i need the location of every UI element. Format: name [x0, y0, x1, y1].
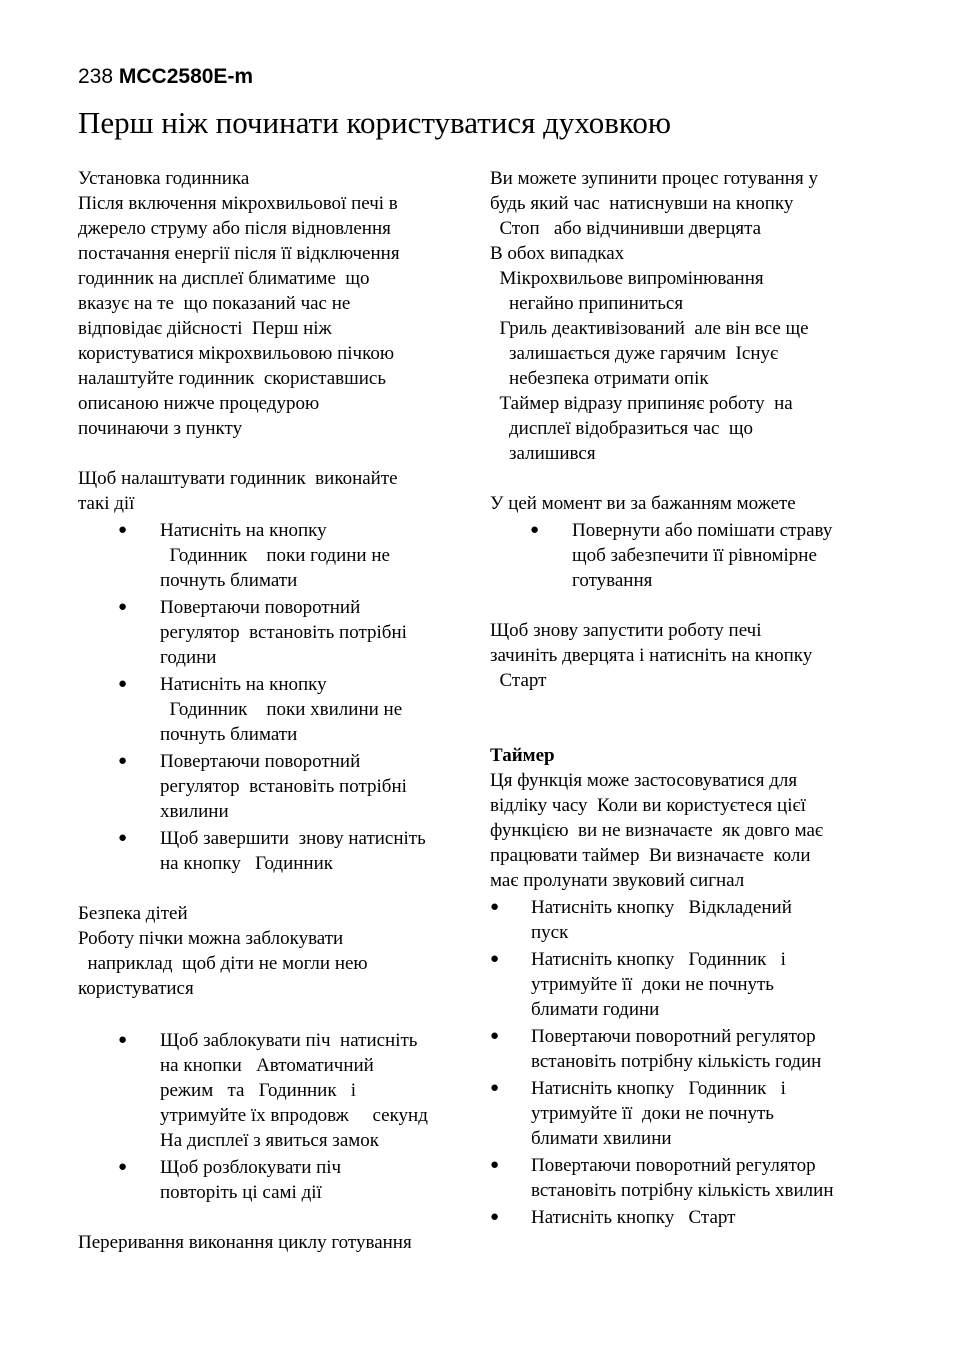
text-line: Щоб знову запустити роботу печі — [490, 620, 762, 641]
text-line: Натисніть кнопку Відкладений — [531, 897, 792, 918]
text-line: Повертаючи поворотний регулятор — [531, 1155, 816, 1176]
clock-heading: Установка годинника — [78, 168, 250, 189]
timer-steps-list — [490, 895, 890, 1230]
text-line: працювати таймер Ви визначаєте коли — [490, 845, 811, 866]
text-line: Таймер відразу припиняє роботу на — [490, 393, 793, 414]
timer-heading: Таймер — [490, 745, 555, 766]
text-line: залишається дуже гарячим Існує — [490, 343, 779, 364]
left-column — [78, 166, 470, 1255]
text-line: описаною нижче процедурою — [78, 393, 320, 414]
interrupt-heading: Переривання виконання циклу готування — [78, 1232, 412, 1253]
text-line: години — [160, 647, 217, 668]
text-line: Годинник поки хвилини не — [160, 699, 403, 720]
text-line: почнуть блимати — [160, 724, 298, 745]
page-title: Перш ніж починати користуватися духовкою — [78, 105, 671, 140]
list-item — [490, 895, 890, 945]
list-item — [490, 947, 890, 1022]
text-line: регулятор встановіть потрібні — [160, 622, 407, 643]
text-line: Ця функція може застосовуватися для — [490, 770, 798, 791]
text-line: функцією ви не визначаєте як довго має — [490, 820, 824, 841]
text-line: дисплеї відобразиться час що — [490, 418, 754, 439]
text-line: Щоб розблокувати піч — [160, 1157, 342, 1178]
text-line: Старт — [490, 670, 547, 691]
list-item — [78, 1155, 470, 1205]
child-intro — [78, 926, 470, 1001]
text-line: встановіть потрібну кількість годин — [531, 1051, 822, 1072]
child-steps-list — [78, 1028, 470, 1205]
bullet-icon: ● — [118, 676, 128, 692]
bullet-icon: ● — [490, 1157, 500, 1173]
list-item — [78, 595, 470, 670]
text-line: Повертаючи поворотний — [160, 751, 361, 772]
list-item — [490, 1205, 890, 1230]
clock-steps-intro — [78, 466, 470, 516]
bullet-icon: ● — [118, 522, 128, 538]
text-line: будь який час натиснувши на кнопку — [490, 193, 794, 214]
text-line: відповідає дійсності Перш ніж — [78, 318, 332, 339]
model-name: MCC2580E-m — [118, 65, 254, 88]
text-line: Натисніть на кнопку — [160, 520, 327, 541]
bullet-icon: ● — [118, 1032, 128, 1048]
text-line: Щоб заблокувати піч натисніть — [160, 1030, 418, 1051]
text-line: Повертаючи поворотний регулятор — [531, 1026, 816, 1047]
moment-intro: У цей момент ви за бажанням можете — [490, 493, 796, 514]
text-line: пуск — [531, 922, 569, 943]
list-item — [490, 518, 890, 593]
stop-effects — [490, 266, 890, 466]
bullet-icon: ● — [490, 899, 500, 915]
bullet-icon: ● — [118, 753, 128, 769]
text-line: утримуйте її доки не почнуть — [531, 974, 774, 995]
list-item — [78, 1028, 470, 1153]
list-item — [78, 672, 470, 747]
text-line: годинник на дисплеї блиматиме що — [78, 268, 370, 289]
text-line: Щоб завершити знову натисніть — [160, 828, 426, 849]
page-number: 238 — [78, 65, 114, 88]
text-line: зачиніть дверцята і натисніть на кнопку — [490, 645, 813, 666]
page-header — [78, 64, 253, 90]
bullet-icon: ● — [490, 1209, 500, 1225]
list-item — [78, 749, 470, 824]
text-line: режим та Годинник і — [160, 1080, 357, 1101]
text-line: негайно припиниться — [490, 293, 684, 314]
bullet-icon: ● — [118, 830, 128, 846]
text-line: на кнопки Автоматичний — [160, 1055, 374, 1076]
text-line: утримуйте її доки не почнуть — [531, 1103, 774, 1124]
text-line: на кнопку Годинник — [160, 853, 333, 874]
text-line: Гриль деактивізований але він все ще — [490, 318, 809, 339]
text-line: користуватися — [78, 978, 194, 999]
text-line: Натисніть на кнопку — [160, 674, 327, 695]
list-item — [78, 518, 470, 593]
text-line: повторіть ці самі дії — [160, 1182, 322, 1203]
text-line: утримуйте їх впродовж секунд — [160, 1105, 428, 1126]
text-line: користуватися мікрохвильовою пічкою — [78, 343, 395, 364]
clock-steps-list — [78, 518, 470, 876]
bullet-icon: ● — [118, 599, 128, 615]
bullet-icon: ● — [490, 1080, 500, 1096]
list-item — [78, 826, 470, 876]
text-line: вказує на те що показаний час не — [78, 293, 351, 314]
bullet-icon: ● — [490, 951, 500, 967]
text-line: В обох випадках — [490, 243, 625, 264]
text-line: хвилини — [160, 801, 229, 822]
clock-intro — [78, 191, 470, 441]
right-column — [490, 166, 890, 1230]
text-line: блимати хвилини — [531, 1128, 672, 1149]
text-line: небезпека отримати опік — [490, 368, 709, 389]
text-line: Натисніть кнопку Годинник і — [531, 949, 786, 970]
text-line: має пролунати звуковий сигнал — [490, 870, 745, 891]
text-line: Ви можете зупинити процес готування у — [490, 168, 818, 189]
list-item — [490, 1153, 890, 1203]
stop-intro — [490, 166, 890, 266]
text-line: Повернути або помішати страву — [572, 520, 833, 541]
text-line: Після включення мікрохвильової печі в — [78, 193, 398, 214]
text-line: залишився — [490, 443, 596, 464]
text-line: готування — [572, 570, 653, 591]
bullet-icon: ● — [490, 1028, 500, 1044]
text-line: Щоб налаштувати годинник виконайте — [78, 468, 398, 489]
text-line: Стоп або відчинивши дверцята — [490, 218, 762, 239]
text-line: блимати години — [531, 999, 660, 1020]
moment-steps-list — [490, 518, 890, 593]
text-line: Роботу пічки можна заблокувати — [78, 928, 344, 949]
text-line: такі дії — [78, 493, 135, 514]
text-line: почнуть блимати — [160, 570, 298, 591]
text-line: Натисніть кнопку Годинник і — [531, 1078, 786, 1099]
text-line: постачання енергії після її відключення — [78, 243, 400, 264]
restart-text — [490, 618, 890, 693]
timer-intro — [490, 768, 890, 893]
text-line: На дисплеї з явиться замок — [160, 1130, 380, 1151]
text-line: налаштуйте годинник скориставшись — [78, 368, 386, 389]
list-item — [490, 1024, 890, 1074]
bullet-icon: ● — [530, 522, 540, 538]
text-line: встановіть потрібну кількість хвилин — [531, 1180, 834, 1201]
child-heading: Безпека дітей — [78, 903, 188, 924]
text-line: відліку часу Коли ви користуєтеся цієї — [490, 795, 806, 816]
text-line: Годинник поки години не — [160, 545, 390, 566]
text-line: Натисніть кнопку Старт — [531, 1207, 736, 1228]
bullet-icon: ● — [118, 1159, 128, 1175]
text-line: наприклад щоб діти не могли нею — [78, 953, 368, 974]
text-line: джерело струму або після відновлення — [78, 218, 391, 239]
text-line: регулятор встановіть потрібні — [160, 776, 407, 797]
text-line: Повертаючи поворотний — [160, 597, 361, 618]
list-item — [490, 1076, 890, 1151]
text-line: починаючи з пункту — [78, 418, 243, 439]
text-line: щоб забезпечити її рівномірне — [572, 545, 817, 566]
text-line: Мікрохвильове випромінювання — [490, 268, 764, 289]
